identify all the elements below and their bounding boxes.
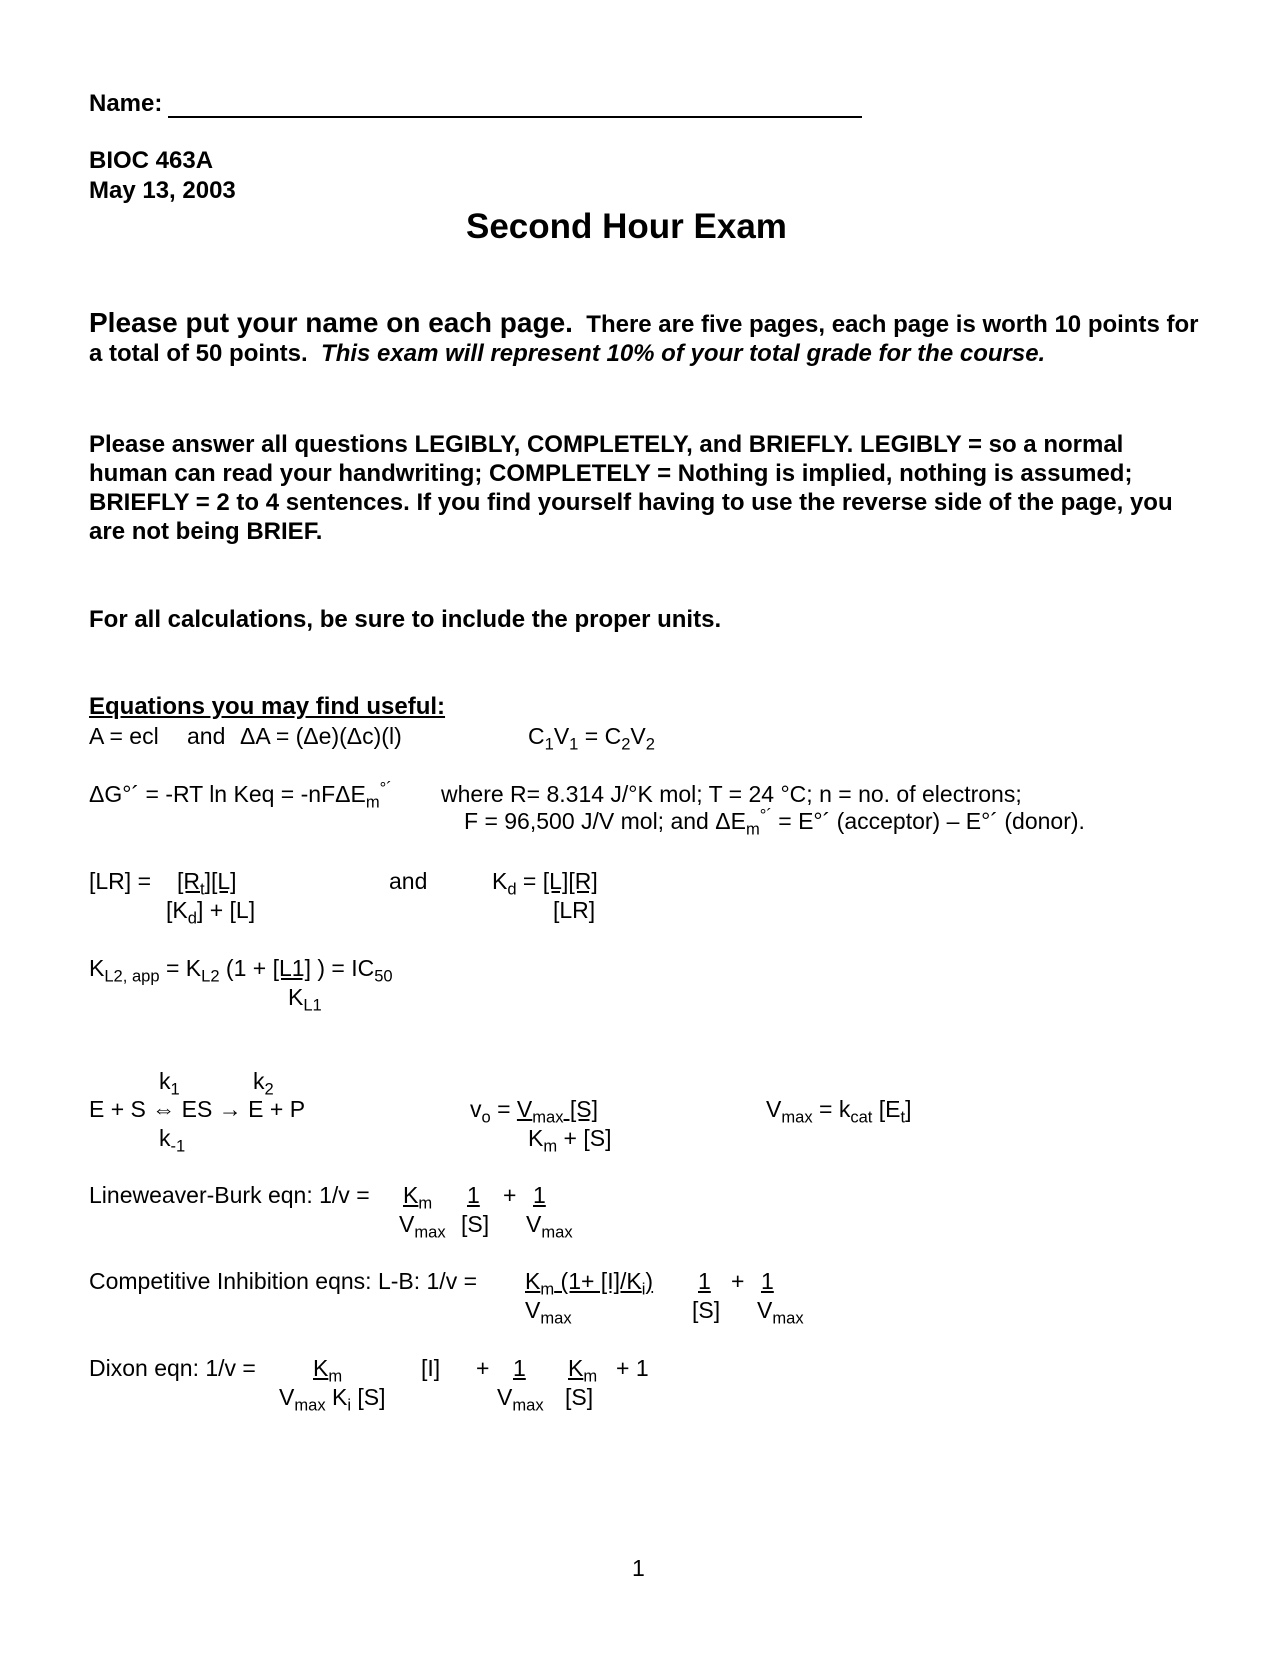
ci-one: 1 [698,1268,711,1294]
dixon-plus-one: + 1 [616,1355,649,1381]
lineweaver-burk-label: Lineweaver-Burk eqn: 1/v = [89,1182,370,1208]
free-energy-equation: ΔG°´ = -RT ln Keq = -nFΔE$_m$°´ [89,778,392,812]
dixon-i: [I] [421,1355,441,1381]
delta-absorbance-equation: ΔA = (Δe)(Δc)(l) [240,723,402,749]
page-number: 1 [632,1555,645,1581]
dixon-vmax-second: $V_{max}$ [497,1384,544,1415]
faraday-constant-line: F = 96,500 J/V mol; and $\Delta E_m^{^\circ´}$ = E°´ (acceptor) – E°´ (donor). [464,805,1085,839]
points-instruction: There are five pages, each page is worth 10 points for a total of 50 points. [89,311,1199,367]
enzyme-mechanism: E + S ⇔ ES → E + P [89,1096,306,1122]
free-energy-constants: where R= 8.314 J/°K mol; T = 24 °C; n = no. of electrons; [441,781,1022,807]
lb-one-second: 1 [533,1182,546,1208]
equations-heading: Equations you may find useful: [89,693,446,720]
instructions-intro [89,308,1199,368]
ci-s: [S] [692,1297,721,1323]
ci-numerator: $K_m$ $(1+ [I]/K_i)$ [525,1268,654,1299]
michaelis-menten-equation: $v_o = V_{max}$ [S] [470,1096,599,1127]
competitive-inhibition-label: Competitive Inhibition eqns: L-B: 1/v = [89,1268,478,1294]
dixon-plus: + [476,1355,490,1381]
name-label: Name: [89,90,163,117]
lb-vmax-second: $V_{max}$ [526,1211,573,1242]
beer-lambert-equation: A = ecl [89,723,159,749]
lb-plus: + [503,1182,517,1208]
lr-equation-left: [LR] = [89,868,152,894]
dixon-s: [S] [565,1384,594,1410]
k1-label: $k_1$ [159,1068,180,1099]
name-instruction: Please put your name on each page. [89,307,573,338]
k-minus-1-label: $k_{-1}$ [159,1125,186,1156]
dixon-label: Dixon eqn: 1/v = [89,1355,256,1381]
michaelis-menten-denominator: $K_m + [S]$ [528,1125,612,1156]
grade-instruction: This exam will represent 10% of your total grade for the course. [321,340,1046,367]
exam-date: May 13, 2003 [89,177,236,204]
answer-instruction: Please answer all questions LEGIBLY, COMPLETELY, and BRIEFLY. LEGIBLY = so a normal human can read your handwriting; COMPLETELY = Nothing is implied, nothing is assumed; BRIEFLY = 2 to 4 sentences. If you find yourself having to use the reverse side of the page, you are not being BRIEF. [89,431,1173,545]
dixon-one: 1 [513,1355,526,1381]
ci-plus: + [731,1268,745,1294]
dixon-km: $K_m$ [313,1355,343,1386]
ci-vmax: $V_{max}$ [525,1297,572,1328]
k2-label: $k_2$ [253,1068,274,1099]
kl1-denominator: $K_{L1}$ [288,984,322,1015]
lb-one: 1 [467,1182,480,1208]
lr-numerator: $[R_t][L]$ [177,868,237,899]
name-blank-line[interactable] [168,116,862,118]
dilution-equation: $C_1V_1 = C_2V_2$ [528,723,655,754]
lb-s: [S] [461,1211,490,1237]
equilibrium-arrow-icon: ⇔ [152,1096,176,1122]
and-connector: and [187,723,226,749]
kd-equation: $K_d = [L][R]$ [492,868,598,899]
kd-denominator: [LR] [553,897,596,923]
dixon-denominator: $V_{max}$ $K_i$ [S] [279,1384,386,1415]
dixon-km-second: $K_m$ [568,1355,598,1386]
lr-denominator: $[K_d] + [L]$ [166,897,256,928]
forward-arrow-icon: → [218,1096,242,1122]
units-instruction: For all calculations, be sure to include the proper units. [89,606,722,633]
kcat-equation: $V_{max} = k_{cat}$ $[E_t]$ [766,1096,912,1127]
ci-one-second: 1 [761,1268,774,1294]
course-code: BIOC 463A [89,147,214,174]
binding-and: and [389,868,428,894]
ci-vmax-second: $V_{max}$ [757,1297,804,1328]
page-title: Second Hour Exam [466,207,787,246]
lb-vmax: $V_{max}$ [399,1211,446,1242]
lb-km: $K_m$ [403,1182,433,1213]
apparent-affinity-equation: $K_{L2, app} = K_{L2}$ (1 + [L1] ) = $IC_{50}$ [89,955,393,986]
